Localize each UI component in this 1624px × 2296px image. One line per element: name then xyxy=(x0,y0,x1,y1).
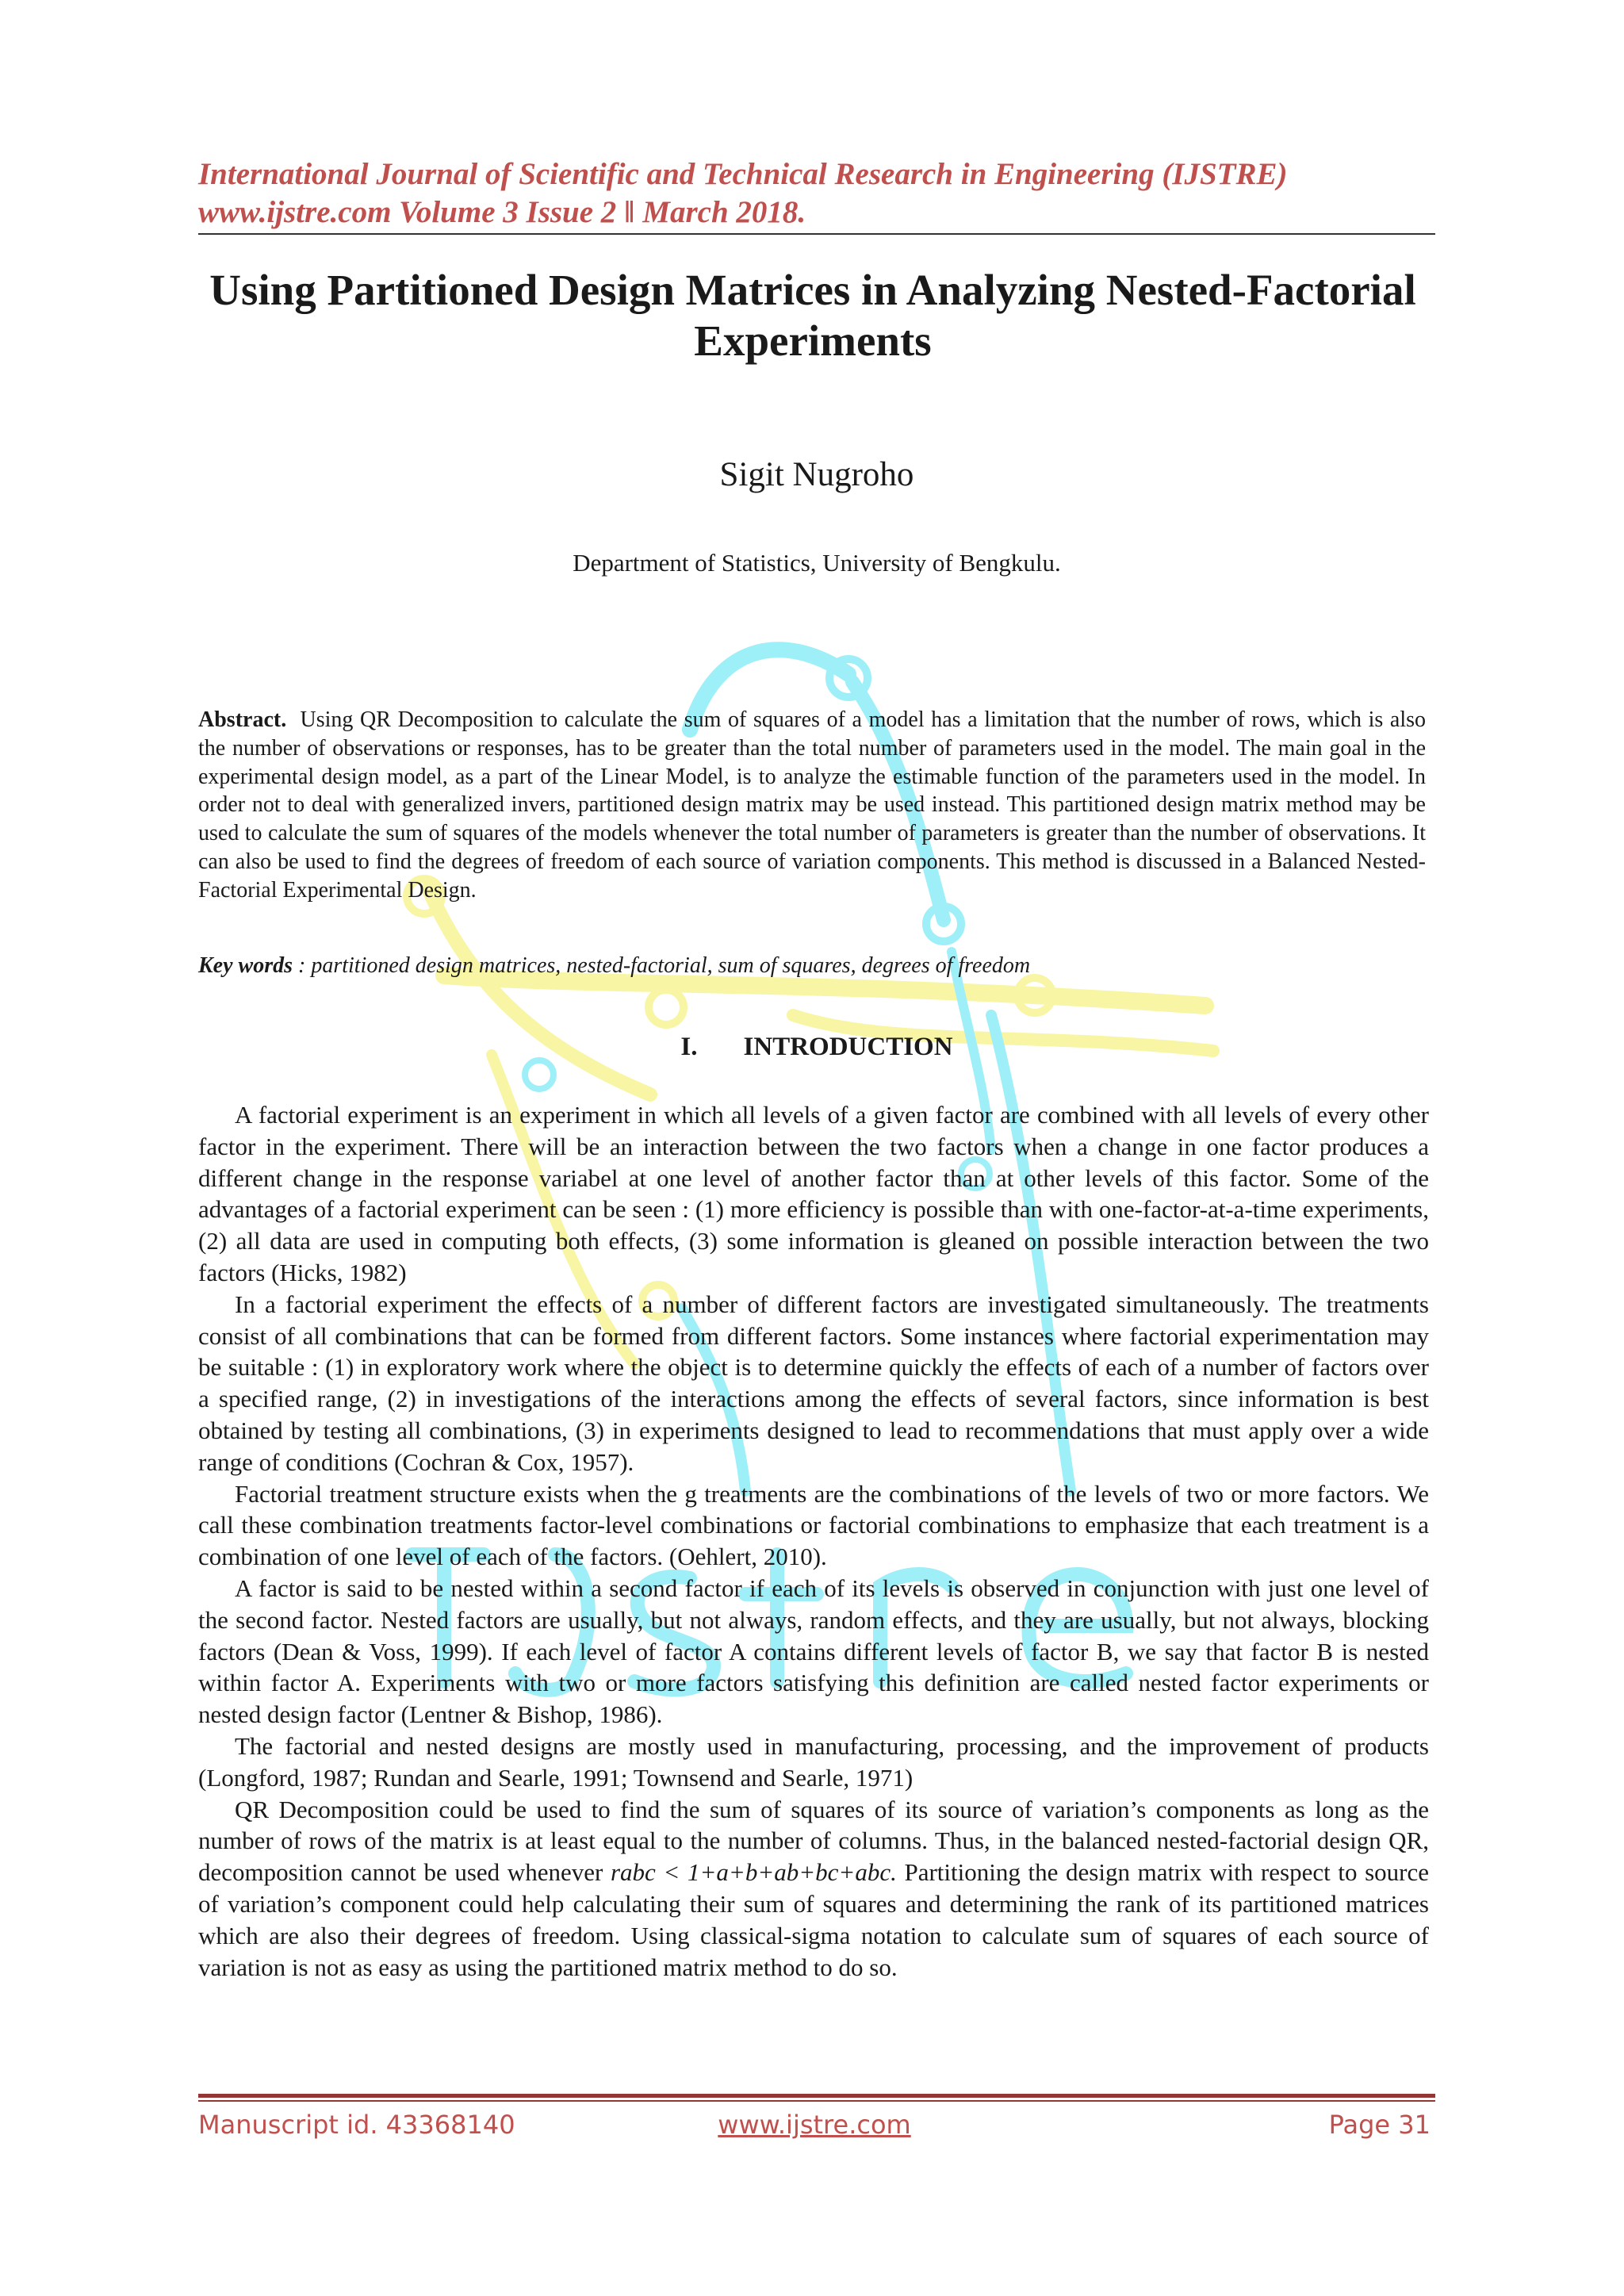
abstract xyxy=(198,706,1426,905)
abstract-text: Using QR Decomposition to calculate the sum of squares of a model has a limitation that the number of rows, which is also the number of observations or responses, has to be greater than the total number of parameters used in the model. The main goal in the experimental design model, as a part of the Linear Model, is to analyze the estimable function of the parameters used in the model. In order not to deal with generalized invers, partitioned design matrix may be used instead. This partitioned design matrix method may be used to calculate the sum of squares of the models whenever the total number of parameters is greater than the number of observations. It can also be used to find the degrees of freedom of each source of variation components. This method is discussed in a Balanced Nested-Factorial Experimental Design. xyxy=(198,707,1427,903)
paragraph-text: QR Decomposition could be used to find the sum of squares of its source of variation’s components as long as the number of rows of the matrix is at least equal to the number of columns. Thus, in the balanced nested-factorial design QR, decomposition cannot be used whenever xyxy=(198,1795,1429,1887)
body-paragraph xyxy=(198,1794,1429,1984)
keywords-text: : partitioned design matrices, nested-factorial, sum of squares, degrees of freedom xyxy=(293,953,1031,978)
body-paragraph: A factorial experiment is an experiment in which all levels of a given factor are combined with all levels of every other factor in the experiment. There will be an interaction between the two factors when a change in one factor produces a different change in the response variabel at one level of another factor than at other levels of this factor. Some of the advantages of a factorial experiment can be seen : (1) more efficiency is possible than with one-factor-at-a-time experiments, (2) all data are used in computing both effects, (3) some information is gleaned on possible interaction between the two factors (Hicks, 1982) xyxy=(198,1101,1429,1286)
page-footer xyxy=(198,2110,1431,2149)
footer-divider-thick xyxy=(198,2094,1435,2098)
journal-website-link[interactable]: www.ijstre.com xyxy=(718,2110,911,2140)
body-paragraph: In a factorial experiment the effects of a number of different factors are investigated simultaneously. The treatments consist of all combinations that can be formed from different factors. Some instances where factorial experimentation may be suitable : (1) in exploratory work where the object is to determine quickly the effects of each of a number of factors over a specified range, (2) in investigations of the interactions among the effects of several factors, since information is best obtained by testing all combinations, (3) in experiments designed to lead to recommendations that must apply over a wide range of conditions (Cochran & Cox, 1957). xyxy=(198,1290,1429,1476)
keywords-label: Key words xyxy=(198,953,293,978)
page-number: Page 31 xyxy=(1328,2110,1431,2140)
footer-divider-thin xyxy=(198,2100,1435,2102)
abstract-label: Abstract. xyxy=(198,707,287,732)
section-title: INTRODUCTION xyxy=(743,1033,953,1061)
journal-name: International Journal of Scientific and Technical Research in Engineering (IJSTRE) xyxy=(198,157,1288,191)
section-number: I. xyxy=(680,1033,698,1061)
author-affiliation: Department of Statistics, University of Bengkulu. xyxy=(573,549,1061,577)
journal-issue: www.ijstre.com Volume 3 Issue 2 ǁ March 2018. xyxy=(198,195,806,229)
keywords xyxy=(198,953,1435,979)
body-paragraph: Factorial treatment structure exists when the g treatments are the combinations of the levels of two or more factors. We call these combination treatments factor-level combinations or factorial combinations to emphasize that each treatment is a combination of one level of each of the factors. (Oehlert, 2010). xyxy=(198,1479,1429,1571)
body-paragraph: A factor is said to be nested within a second factor if each of its levels is observed in conjunction with just one level of the second factor. Nested factors are usually, but not always, random effects, and they are usually, but not always, blocking factors (Dean & Voss, 1999). If each level of factor A contains different levels of factor B, we say that factor B is nested within factor A. Experiments with two or more factors satisfying this definition are called nested factor experiments or nested design factor (Lentner & Bishop, 1986). xyxy=(198,1573,1429,1729)
manuscript-id: Manuscript id. 43368140 xyxy=(198,2110,515,2140)
body-paragraph: The factorial and nested designs are mostly used in manufacturing, processing, and the improvement of products (Longford, 1987; Rundan and Searle, 1991; Townsend and Searle, 1971) xyxy=(198,1731,1429,1792)
inequality-formula: rabc < 1+a+b+ab+bc+abc. xyxy=(610,1858,897,1887)
header-divider xyxy=(198,233,1435,235)
journal-header xyxy=(198,155,1435,232)
author-name: Sigit Nugroho xyxy=(719,456,914,493)
paper-title: Using Partitioned Design Matrices in Analyzing Nested-Factorial Experiments xyxy=(209,266,1416,365)
introduction-body xyxy=(198,1099,1429,1983)
section-heading-introduction xyxy=(198,1033,1435,1062)
paragraph-text: Partitioning the design matrix with respect to source of variation’s component could help calculating their sum of squares and determining the rank of its partitioned matrices which are also their degrees of freedom. Using classical-sigma notation to calculate sum of squares of each source of variation is not as easy as using the partitioned matrix method to do so. xyxy=(198,1858,1429,1981)
